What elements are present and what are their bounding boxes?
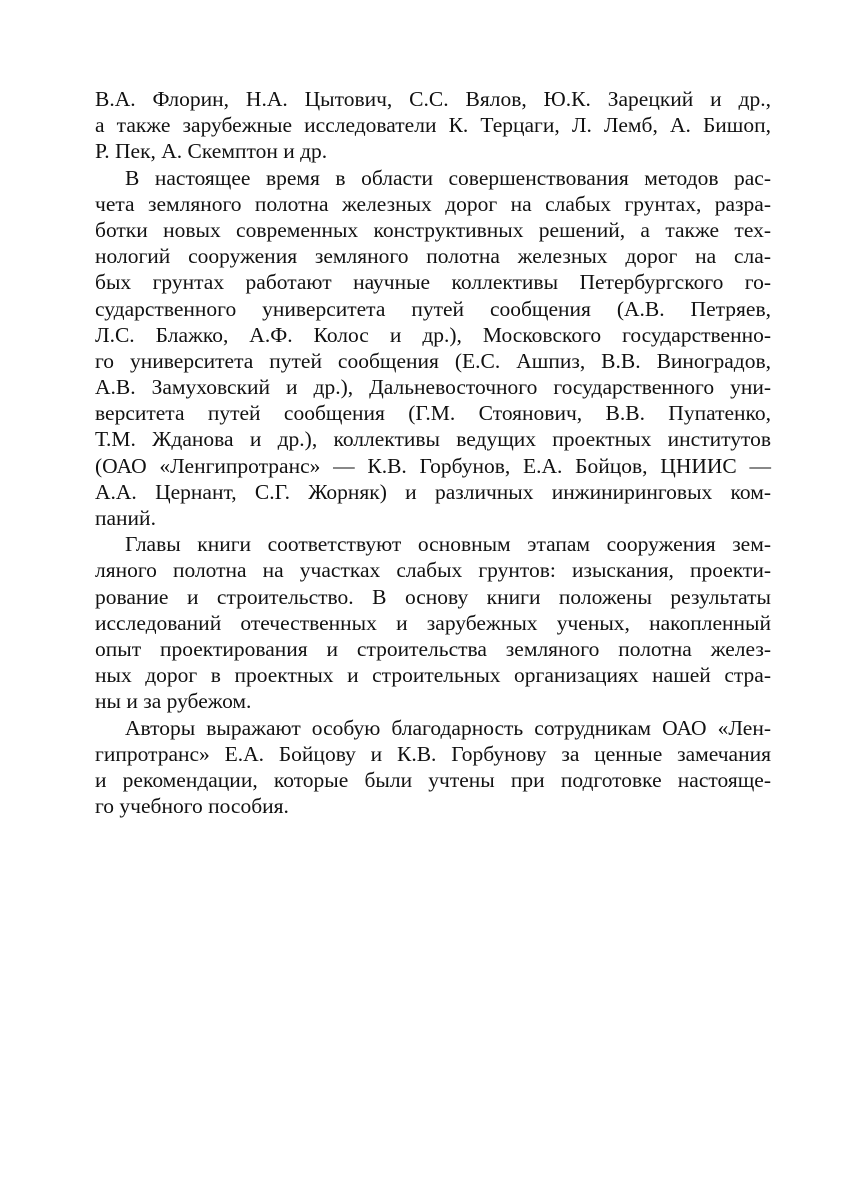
- paragraph: [95, 715, 771, 820]
- text-line: ных дорог в проектных и строительных организациях нашей стра-: [95, 663, 771, 688]
- text-line: опыт проектирования и строительства земляного полотна желез-: [95, 636, 771, 661]
- text-line: и рекомендации, которые были учтены при подготовке настояще-: [95, 767, 771, 792]
- text-line: В настоящее время в области совершенствования методов рас-: [125, 165, 771, 190]
- text-line: нологий сооружения земляного полотна железных дорог на сла-: [95, 244, 771, 269]
- text-line: го университета путей сообщения (Е.С. Ашпиз, В.В. Виноградов,: [95, 348, 771, 373]
- text-line: В.А. Флорин, Н.А. Цытович, С.С. Вялов, Ю.К. Зарецкий и др.,: [95, 87, 771, 111]
- text-line: гипротранс» Е.А. Бойцову и К.В. Горбунову за ценные замечания: [95, 741, 771, 766]
- text-line: А.В. Замуховский и др.), Дальневосточного государственного уни-: [95, 375, 771, 400]
- text-line: рование и строительство. В основу книги положены результаты: [95, 584, 771, 609]
- text-line: бых грунтах работают научные коллективы Петербургского го-: [95, 270, 771, 295]
- text-line: а также зарубежные исследователи К. Терцаги, Л. Лемб, А. Бишоп,: [95, 113, 771, 138]
- text-line: Р. Пек, А. Скемптон и др.: [95, 139, 328, 164]
- text-line: ны и за рубежом.: [95, 689, 252, 714]
- document-page: [95, 86, 771, 819]
- text-line: Т.М. Жданова и др.), коллективы ведущих проектных институтов: [95, 427, 771, 452]
- paragraph: [95, 165, 771, 532]
- text-line: (ОАО «Ленгипротранс» — К.В. Горбунов, Е.А. Бойцов, ЦНИИС —: [95, 453, 771, 478]
- text-line: А.А. Цернант, С.Г. Жорняк) и различных инжиниринговых ком-: [95, 479, 771, 504]
- text-line: паний.: [95, 506, 156, 530]
- text-line: Л.С. Блажко, А.Ф. Колос и др.), Московского государственно-: [95, 322, 771, 347]
- text-line: Авторы выражают особую благодарность сотрудникам ОАО «Лен-: [125, 715, 771, 740]
- text-line: ботки новых современных конструктивных решений, а также тех-: [95, 217, 771, 242]
- text-line: ляного полотна на участках слабых грунтов: изыскания, проекти-: [95, 558, 771, 583]
- text-line: го учебного пособия.: [95, 794, 289, 819]
- paragraph: [95, 531, 771, 714]
- paragraph: [95, 86, 771, 165]
- text-line: исследований отечественных и зарубежных ученых, накопленный: [95, 610, 771, 635]
- text-line: сударственного университета путей сообщения (А.В. Петряев,: [95, 296, 771, 321]
- text-line: Главы книги соответствуют основным этапам сооружения зем-: [125, 532, 771, 557]
- text-line: чета земляного полотна железных дорог на слабых грунтах, разра-: [95, 191, 771, 216]
- text-line: верситета путей сообщения (Г.М. Стоянович, В.В. Пупатенко,: [95, 401, 771, 426]
